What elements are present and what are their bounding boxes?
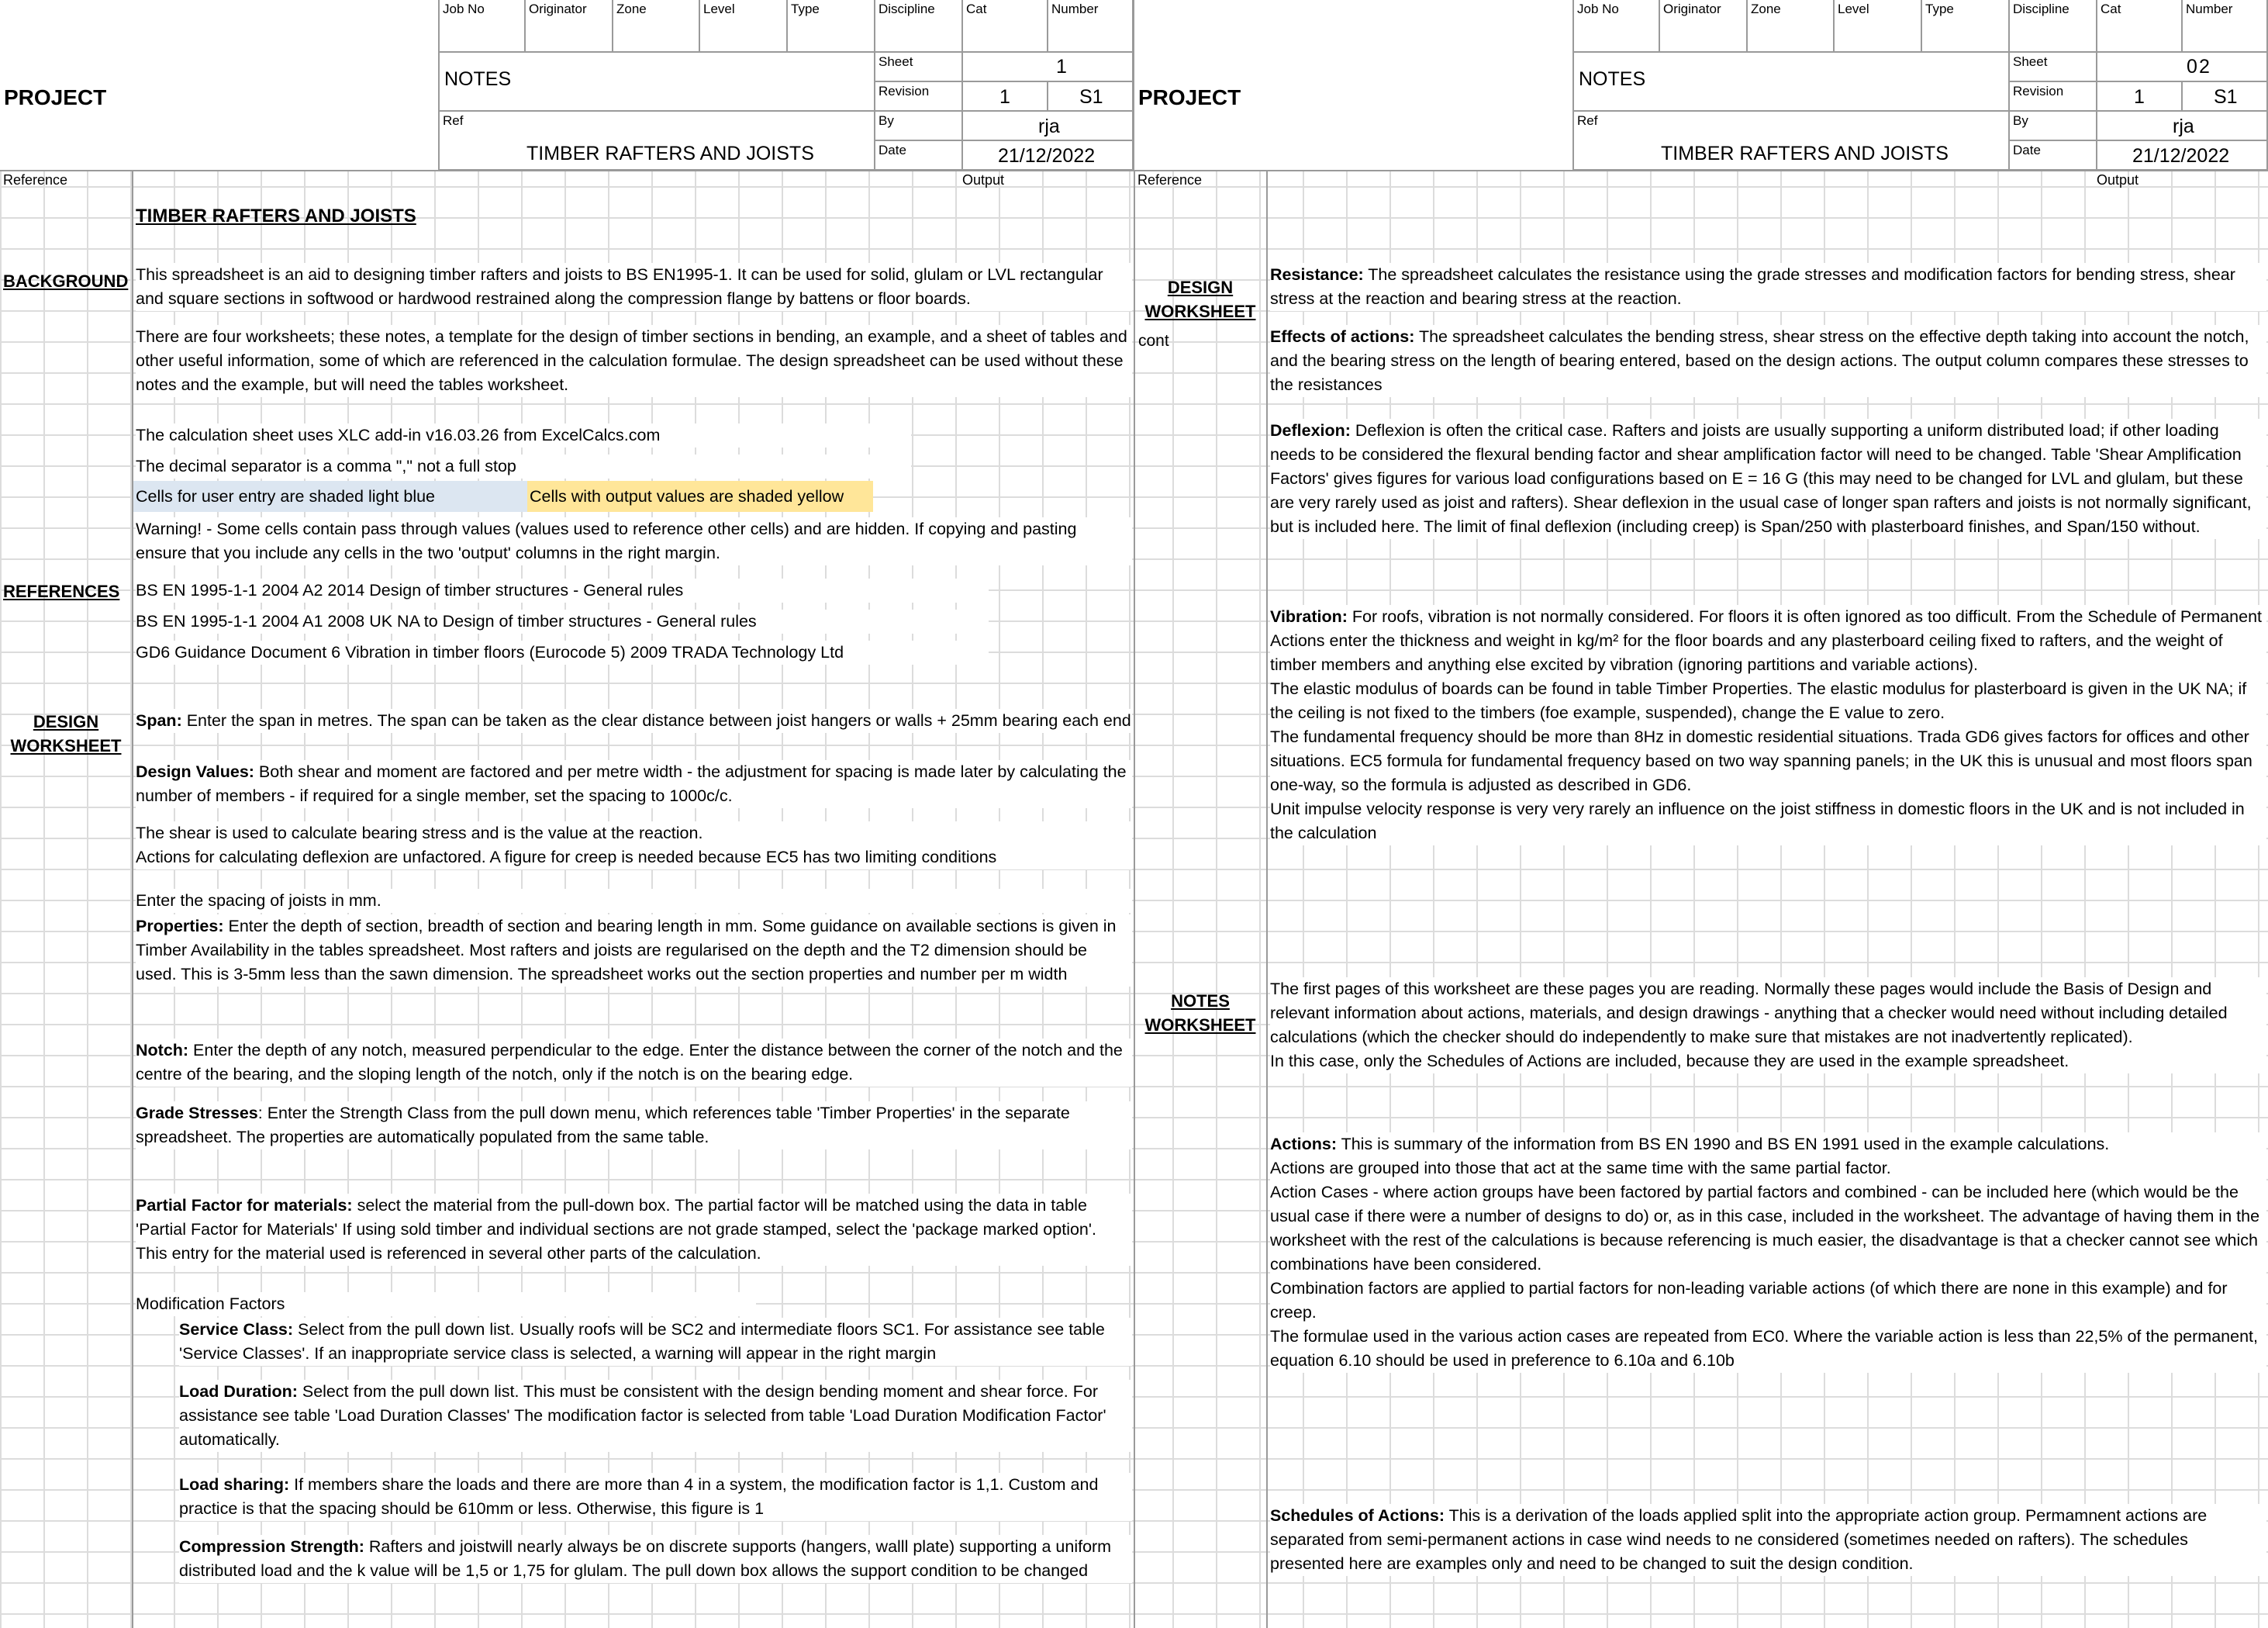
load-duration-heading: Load Duration:	[179, 1382, 298, 1401]
cat-label: Cat	[966, 2, 987, 16]
ref-label: Ref	[443, 113, 464, 128]
deflexion-text: Deflexion is often the critical case. Rafters and joists are usually supporting a uniform distributed load; if other loading needs to be considered the flexural bending factor and shear amplification factor will need to be changed. Table 'Shear Amplification Factors' gives figures for various load configurations based on E = 16 G (this may need to be changed for LVL and glulam, but these are very rarely used as joist and rafters). Shear deflexion in the usual case of longer span rafters and joists is not normally significant, but is included here. The limit of final deflexion (including creep) is Span/250 with plasterboard finishes, and Span/150 without.	[1270, 421, 2252, 536]
shear-line-2: Actions for calculating deflexion are unfactored. A figure for creep is needed because EC5 has two limiting conditions	[136, 848, 997, 866]
reference-margin-line-2	[1266, 171, 1268, 1628]
shear-line-1: The shear is used to calculate bearing stress and is the value at the reaction.	[136, 824, 703, 842]
date-label-cell	[875, 141, 963, 171]
resistance-text: The spreadsheet calculates the resistance using the grade stresses and modification factors for bending stress, shear stress at the reaction and bearing stress at the reaction.	[1270, 265, 2235, 308]
notes-cell-2[interactable]	[1572, 53, 2010, 112]
actions-line-5: The formulae used in the various action cases are repeated from EC0. Where the variable action is less than 22,5% of the permanent, equation 6.10 should be used in preference to 6.10a and 6.10b	[1270, 1327, 2258, 1370]
load-sharing-paragraph	[179, 1473, 1132, 1521]
reference-item-2: BS EN 1995-1-1 2004 A1 2008 UK NA to Design of timber structures - General rules	[136, 610, 989, 634]
service-class-heading: Service Class:	[179, 1320, 294, 1339]
design-values-heading: Design Values:	[136, 762, 254, 781]
actions-line-3: Action Cases - where action groups have been factored by partial factors and combined - can be included here (which would be the usual case if there were a number of designs to do) or, as in this case, included in the worksheet. The advantage of having them in the worksheet with the rest of the calculations is because referencing is much easier, the disadvantage is that a checker cannot see which combinations have been considered.	[1270, 1183, 2260, 1274]
grade-stresses-text: : Enter the Strength Class from the pull down menu, which references table 'Timber Properties' in the separate spreadsheet. The properties are automatically populated from the same table.	[136, 1104, 1070, 1146]
revision-label-cell	[875, 82, 963, 112]
revision-num-cell[interactable]	[963, 82, 1048, 112]
notch-paragraph	[136, 1039, 1132, 1087]
load-duration-paragraph	[179, 1380, 1132, 1452]
sheet-number: 1	[1056, 56, 1067, 78]
reference-column-header-2: Reference	[1137, 172, 1203, 188]
project-cell[interactable]	[0, 0, 438, 171]
worksheet-word: WORKSHEET	[10, 736, 122, 755]
properties-text: Enter the depth of section, breadth of section and bearing length in mm. Some guidance on available sections is given in Timber Availability in the tables spreadsheet. Most rafters and joists are regularised on the depth and the T2 dimension should be used. This is 3-5mm less than the sawn dimension. The spreadsheet works out the section properties and number per m width	[136, 917, 1117, 983]
grade-stresses-paragraph	[136, 1101, 1132, 1149]
discipline-cell-2[interactable]	[2010, 0, 2097, 53]
revision-code-cell[interactable]	[1048, 82, 1134, 112]
notes-label-2: NOTES	[1579, 68, 1646, 90]
actions-heading: Actions:	[1270, 1135, 1337, 1153]
subject-title: TIMBER RAFTERS AND JOISTS	[526, 143, 814, 164]
sheet-label-cell-2	[2010, 53, 2097, 82]
notch-text: Enter the depth of any notch, measured perpendicular to the edge. Enter the distance between the corner of the notch and the centre of the bearing, and the sloping length of the notch, only if the notch is on the bearing edge.	[136, 1041, 1123, 1084]
by-value-2: rja	[2173, 116, 2194, 137]
notes-worksheet-heading	[1134, 989, 1266, 1037]
date-label-cell-2	[2010, 141, 2097, 171]
load-sharing-heading: Load sharing:	[179, 1475, 290, 1494]
worksheet-word-2: WORKSHEET	[1144, 302, 1256, 321]
originator-cell-2[interactable]	[1660, 0, 1748, 53]
date-value: 21/12/2022	[998, 145, 1096, 167]
notes-worksheet-word: WORKSHEET	[1144, 1015, 1256, 1035]
page-title: TIMBER RAFTERS AND JOISTS	[136, 206, 416, 226]
type-cell[interactable]	[788, 0, 875, 53]
vibration-line-3: The fundamental frequency should be more than 8Hz in domestic residential situations. Trada GD6 gives factors for offices and other situations. EC5 formula for fundamental frequency based on two way spanning panels; in the UK this is unusual and most floors span one-way, so the formula is adjusted as described in GD6.	[1270, 728, 2252, 794]
spacing-paragraph: Enter the spacing of joists in mm.	[136, 889, 1132, 913]
by-value-cell[interactable]	[963, 112, 1134, 141]
sheet-page-2	[1134, 0, 2268, 1628]
by-value-cell-2[interactable]	[2097, 112, 2268, 141]
background-heading: BACKGROUND	[3, 271, 129, 291]
by-label-cell-2	[2010, 112, 2097, 141]
title-block-2	[1572, 0, 2268, 171]
notes-worksheet-line-2: In this case, only the Schedules of Actions are included, because they are used in the example spreadsheet.	[1270, 1052, 2070, 1070]
reference-margin-line	[132, 171, 133, 1628]
deflexion-paragraph	[1270, 419, 2266, 539]
design-worksheet-heading-2	[1134, 275, 1266, 323]
discipline-label-2: Discipline	[2013, 2, 2070, 16]
notes-cell[interactable]	[438, 53, 875, 112]
project-label: PROJECT	[4, 85, 107, 109]
actions-line-4: Combination factors are applied to partial factors for non-leading variable actions (of which there are none in this example) and for creep.	[1270, 1279, 2228, 1322]
notch-heading: Notch:	[136, 1041, 189, 1059]
effects-of-actions-text: The spreadsheet calculates the bending stress, shear stress on the effective depth taking into account the notch, and the bearing stress on the length of bearing entered, based on the design actions. The output column compares these stresses to the resistances	[1270, 327, 2249, 394]
cat-cell[interactable]	[963, 0, 1048, 53]
schedules-of-actions-paragraph	[1270, 1504, 2266, 1576]
design-values-paragraph	[136, 760, 1132, 808]
actions-line-2: Actions are grouped into those that act at the same time with the same partial factor.	[1270, 1159, 1891, 1177]
by-label: By	[879, 113, 894, 128]
cat-label-2: Cat	[2101, 2, 2121, 16]
continued-label: cont	[1138, 332, 1169, 350]
number-label-2: Number	[2186, 2, 2233, 16]
background-paragraph-2: There are four worksheets; these notes, a template for the design of timber sections in bending, an example, and a sheet of tables and other useful information, some of which are referenced in the calculation formulae. The design spreadsheet can be used without these notes and the example, but will need the tables worksheet.	[136, 325, 1132, 397]
vibration-heading: Vibration:	[1270, 607, 1348, 626]
properties-paragraph	[136, 914, 1132, 987]
output-shade-text: Cells with output values are shaded yellow	[530, 487, 844, 506]
service-class-text: Select from the pull down list. Usually roofs will be SC2 and intermediate floors SC1. For assistance see table 'Service Classes'. If an inappropriate service class is selected, a warning will appear in the right margin	[179, 1320, 1105, 1363]
vibration-line-2: The elastic modulus of boards can be found in table Timber Properties. The elastic modulus for plasterboard is given in the UK NA; if the ceiling is not fixed to the timbers (foe example, suspended), change the E value to zero.	[1270, 679, 2247, 722]
deflexion-heading: Deflexion:	[1270, 421, 1351, 440]
discipline-cell[interactable]	[875, 0, 963, 53]
job-no-cell[interactable]	[438, 0, 526, 53]
output-column-header: Output	[962, 172, 1005, 188]
user-entry-shade-text: Cells for user entry are shaded light blue	[136, 487, 436, 506]
design-word: DESIGN	[33, 712, 99, 731]
design-values-text: Both shear and moment are factored and per metre width - the adjustment for spacing is made later by calculating the number of members - if required for a single member, set the spacing to 1000c/c.	[136, 762, 1127, 805]
notes-word: NOTES	[1171, 991, 1230, 1011]
sheet-number-part-1: 0	[2187, 56, 2197, 78]
level-cell-2[interactable]	[1835, 0, 1922, 53]
project-cell-2[interactable]	[1134, 0, 1572, 171]
shear-paragraph	[136, 821, 1132, 869]
revision-number-2: 1	[2134, 86, 2145, 108]
compression-strength-text: Rafters and joistwill nearly always be on discrete supports (hangers, walll plate) supporting a uniform distributed load and the k value will be 1,5 or 1,75 for glulam. The pull down box allows the support condition to be changed	[179, 1537, 1112, 1580]
originator-label-2: Originator	[1663, 2, 1721, 16]
sheet-label-cell	[875, 53, 963, 82]
cat-cell-2[interactable]	[2097, 0, 2183, 53]
zone-label-2: Zone	[1751, 2, 1781, 16]
partial-factor-text: select the material from the pull-down box. The partial factor will be matched using the data in table 'Partial Factor for Materials' If using sold timber and individual sections are not grade stamped, select the 'package marked option'. This entry for the material used is referenced in several other parts of the calculation.	[136, 1196, 1096, 1263]
type-label-2: Type	[1925, 2, 1954, 16]
date-value-cell-2[interactable]	[2097, 141, 2268, 171]
revision-label: Revision	[879, 84, 930, 99]
date-label-2: Date	[2013, 143, 2041, 157]
grade-stresses-heading: Grade Stresses	[136, 1104, 258, 1122]
type-label: Type	[791, 2, 820, 16]
reference-column-header: Reference	[3, 172, 68, 188]
level-label: Level	[703, 2, 735, 16]
vibration-line-4: Unit impulse velocity response is very very rarely an influence on the joist stiffness in domestic floors in the UK and is not included in the calculation	[1270, 800, 2245, 842]
by-label-cell	[875, 112, 963, 141]
revision-code-cell-2[interactable]	[2183, 82, 2268, 112]
ref-label-2: Ref	[1577, 113, 1598, 128]
notes-worksheet-paragraph	[1270, 977, 2266, 1073]
originator-label: Originator	[529, 2, 587, 16]
revision-code-2: S1	[2214, 86, 2238, 108]
zone-label: Zone	[616, 2, 647, 16]
load-duration-text: Select from the pull down list. This must be consistent with the design bending moment and shear force. For assistance see table 'Load Duration Classes' The modification factor is selected from table 'Load Duration Modification Factor' automatically.	[179, 1382, 1106, 1449]
properties-heading: Properties:	[136, 917, 224, 935]
schedules-of-actions-heading: Schedules of Actions:	[1270, 1506, 1445, 1525]
project-label-2: PROJECT	[1138, 85, 1241, 109]
sheet-number-cell-2[interactable]	[2097, 53, 2268, 82]
compression-strength-heading: Compression Strength:	[179, 1537, 364, 1556]
ref-cell-2[interactable]	[1572, 112, 2010, 171]
revision-label-2: Revision	[2013, 84, 2064, 99]
effects-of-actions-paragraph	[1270, 325, 2266, 397]
revision-label-cell-2	[2010, 82, 2097, 112]
job-no-label-2: Job No	[1577, 2, 1619, 16]
actions-paragraph	[1270, 1132, 2266, 1373]
type-cell-2[interactable]	[1922, 0, 2010, 53]
sheet-number-part-2: 2	[2199, 56, 2210, 78]
resistance-paragraph	[1270, 263, 2266, 311]
number-cell[interactable]	[1048, 0, 1134, 53]
number-label: Number	[1051, 2, 1099, 16]
revision-number: 1	[999, 86, 1010, 108]
level-cell[interactable]	[700, 0, 788, 53]
schedules-of-actions-text: This is a derivation of the loads applied split into the appropriate action group. Permamnent actions are separated from semi-permanent actions in case wind needs to ne considered (sometimes needed on rafters). The schedules presented here are examples only and need to be changed to suit the design condition.	[1270, 1506, 2208, 1573]
vibration-paragraph	[1270, 605, 2266, 845]
discipline-label: Discipline	[879, 2, 935, 16]
sheet-number-cell[interactable]	[963, 53, 1134, 82]
reference-item-3: GD6 Guidance Document 6 Vibration in timber floors (Eurocode 5) 2009 TRADA Technology Ltd	[136, 641, 989, 665]
ref-cell[interactable]	[438, 112, 875, 171]
load-sharing-text: If members share the loads and there are more than 4 in a system, the modification factor is 1,1. Custom and practice is that the spacing should be 610mm or less. Otherwise, this figure is 1	[179, 1475, 1099, 1518]
originator-cell[interactable]	[526, 0, 613, 53]
resistance-heading: Resistance:	[1270, 265, 1364, 284]
notes-label: NOTES	[444, 68, 512, 90]
zone-cell-2[interactable]	[1748, 0, 1835, 53]
subject-title-2: TIMBER RAFTERS AND JOISTS	[1661, 143, 1949, 164]
service-class-paragraph	[179, 1318, 1132, 1366]
sheet-label-2: Sheet	[2013, 54, 2048, 69]
references-heading: REFERENCES	[3, 582, 120, 601]
output-column-header-2: Output	[2097, 172, 2139, 188]
title-block	[438, 0, 1134, 171]
revision-code: S1	[1079, 86, 1103, 108]
compression-strength-paragraph	[179, 1535, 1132, 1583]
zone-cell[interactable]	[613, 0, 700, 53]
notes-worksheet-line-1: The first pages of this worksheet are these pages you are reading. Normally these pages would include the Basis of Design and relevant information about actions, materials, and design drawings - anything that a checker would need without including detailed calculations (which the checker should do independently to make sure that mistakes are not inadvertently replicated).	[1270, 980, 2228, 1046]
by-label-2: By	[2013, 113, 2028, 128]
job-no-cell-2[interactable]	[1572, 0, 1660, 53]
title-block-rule-2	[1134, 170, 2268, 171]
revision-num-cell-2[interactable]	[2097, 82, 2183, 112]
reference-item-1: BS EN 1995-1-1 2004 A2 2014 Design of timber structures - General rules	[136, 579, 989, 603]
date-label: Date	[879, 143, 906, 157]
design-worksheet-heading	[0, 710, 132, 758]
level-label-2: Level	[1838, 2, 1869, 16]
span-heading: Span:	[136, 711, 182, 730]
background-paragraph-1: This spreadsheet is an aid to designing timber rafters and joists to BS EN1995-1. It can be used for solid, glulam or LVL rectangular and square sections in softwood or hardwood restrained along the compression flange by battens or floor boards.	[136, 263, 1132, 311]
design-word-2: DESIGN	[1167, 278, 1234, 297]
partial-factor-heading: Partial Factor for materials:	[136, 1196, 353, 1215]
modification-factors-heading: Modification Factors	[136, 1292, 756, 1316]
partial-factor-paragraph	[136, 1194, 1132, 1266]
span-paragraph	[136, 709, 1132, 733]
background-paragraph-4: The decimal separator is a comma "," not a full stop	[136, 455, 911, 479]
title-block-rule	[0, 170, 1134, 171]
by-value: rja	[1038, 116, 1060, 137]
date-value-cell[interactable]	[963, 141, 1134, 171]
sheet-label: Sheet	[879, 54, 913, 69]
background-paragraph-3: The calculation sheet uses XLC add-in v16.03.26 from ExcelCalcs.com	[136, 423, 911, 448]
vibration-text: For roofs, vibration is not normally considered. For floors it is often ignored as too difficult. From the Schedule of Permanent Actions enter the thickness and weight in kg/m² for the floor boards and any plasterboard ceiling fixed to rafters, and the weight of timber members and anything else excited by vibration (ignoring partitions and variable actions).	[1270, 607, 2263, 674]
date-value-2: 21/12/2022	[2132, 145, 2230, 167]
span-text: Enter the span in metres. The span can be taken as the clear distance between joist hangers or walls + 25mm bearing each end	[181, 711, 1131, 730]
number-cell-2[interactable]	[2183, 0, 2268, 53]
effects-of-actions-heading: Effects of actions:	[1270, 327, 1415, 346]
warning-paragraph: Warning! - Some cells contain pass through values (values used to reference other cells) and are hidden. If copying and pasting ensure that you include any cells in the two 'output' columns in the right margin.	[136, 517, 1132, 565]
job-no-label: Job No	[443, 2, 485, 16]
actions-text: This is summary of the information from BS EN 1990 and BS EN 1991 used in the example calculations.	[1337, 1135, 2110, 1153]
